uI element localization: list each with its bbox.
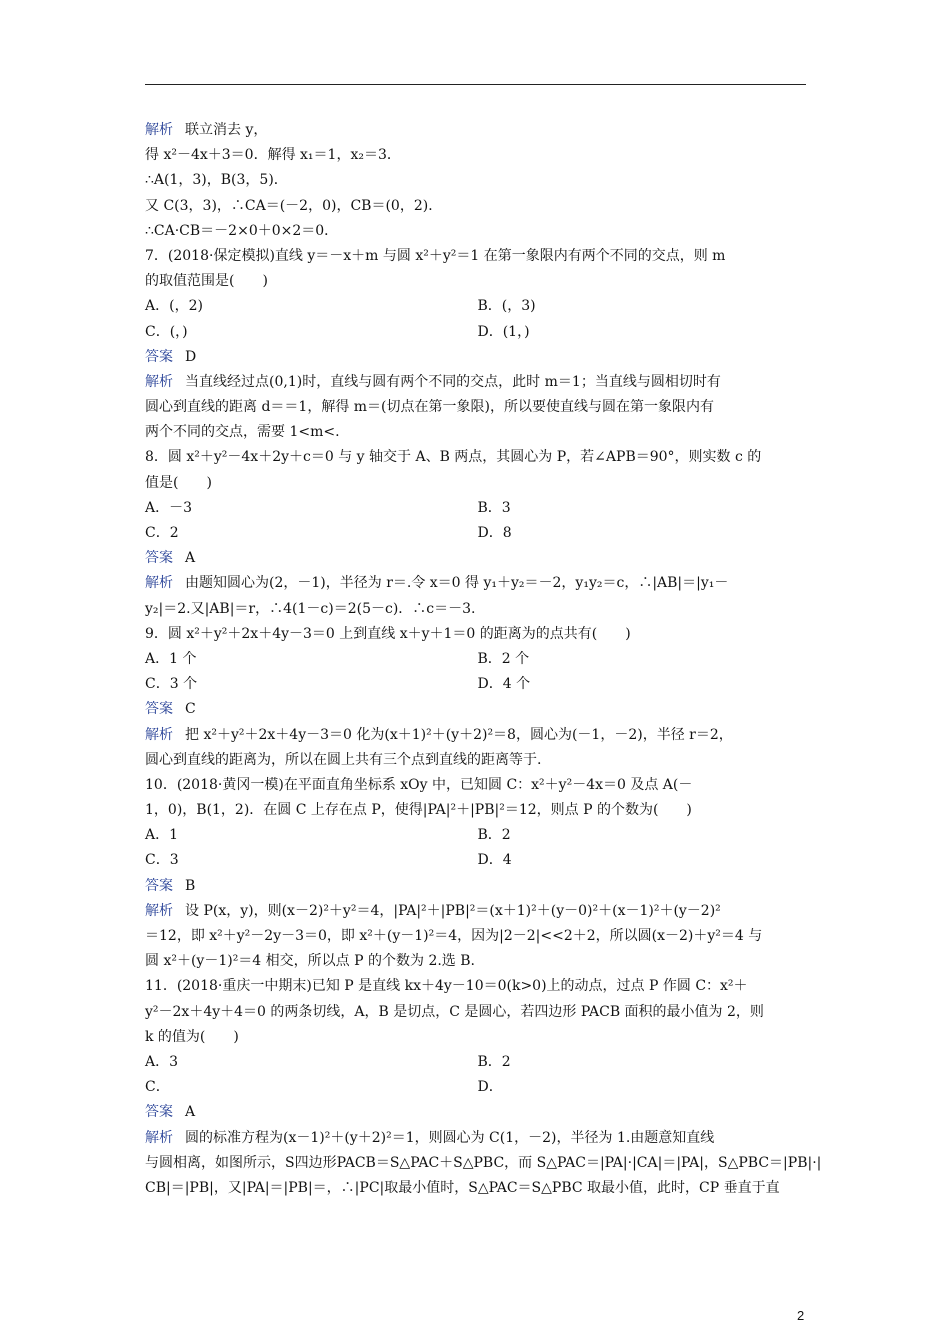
answer-option: D．(1，) [477,323,530,340]
answer-options-row [145,647,810,672]
line-text: 与圆相离，如图所示，S四边形PACB＝S△PAC＋S△PBC，而 S△PAC＝|PA|·|CA|＝|PA|，S△PBC＝|PB|·| [145,1154,822,1171]
text-line [145,597,810,622]
page-number: 2 [797,1308,805,1323]
text-line [145,899,810,924]
line-text: y²－2x＋4y＋4＝0 的两条切线，A，B 是切点，C 是圆心，若四边形 PACB 面积的最小值为 2，则 [145,1003,764,1020]
text-line [145,269,810,294]
section-label: 答案 [145,701,173,718]
line-text: 当直线经过点(0,1)时，直线与圆有两个不同的交点，此时 m＝1；当直线与圆相切时有 [185,373,721,390]
line-text: 由题知圆心为(2，－1)，半径为 r＝.令 x＝0 得 y₁＋y₂＝－2，y₁y₂＝c，∴|AB|＝|y₁－ [185,575,729,592]
line-text: D [185,348,197,365]
text-line [145,924,810,949]
text-line [145,949,810,974]
text-line [145,143,810,168]
text-line [145,571,810,596]
text-line [145,168,810,193]
text-line [145,874,810,899]
line-text: 联立消去 y， [185,122,268,138]
answer-option: B．3 [477,499,511,516]
answer-options-row [145,320,810,345]
answer-option: B．2 个 [477,650,530,667]
answer-option: D．4 个 [477,676,531,693]
answer-option: B．2 [477,1053,511,1070]
section-label: 答案 [145,1104,173,1121]
answer-options-row [145,496,810,521]
text-line [145,723,810,748]
answer-option: C．(，) [145,323,188,340]
line-text: ＝12，即 x²＋y²－2y－3＝0，即 x²＋(y－1)²＝4，因为|2－2|<<2＋2，所以圆(x－2)＋y²＝4 与 [145,928,763,944]
section-label: 解析 [145,726,173,743]
answer-option: D．4 [477,852,512,869]
line-text: 又 C(3，3)，∴CA＝(－2，0)，CB＝(0，2)． [145,197,443,214]
section-label: 答案 [145,348,173,365]
answer-option: A．－3 [145,499,193,516]
text-line [145,622,810,647]
line-text: 9．圆 x²＋y²＋2x＋4y－3＝0 上到直线 x＋y＋1＝0 的距离为的点共有( ) [145,625,631,642]
answer-options-row [145,1075,810,1100]
line-text: k 的值为( ) [145,1028,239,1045]
text-line [145,974,810,999]
text-line [145,471,810,496]
text-line [145,194,810,219]
answer-options-row [145,823,810,848]
answer-option: A．1 [145,827,179,844]
text-line [145,697,810,722]
text-line [145,445,810,470]
section-label: 解析 [145,902,173,919]
line-text: CB|＝|PB|，又|PA|＝|PB|＝，∴|PC|取最小值时，S△PAC＝S△PBC 取最小值，此时，CP 垂直于直 [145,1179,780,1196]
line-text: ∴A(1，3)，B(3，5)． [145,172,288,189]
section-label: 解析 [145,122,173,138]
line-text: B [185,877,196,894]
text-line [145,1126,810,1151]
line-text: 11．(2018·重庆一中期末)已知 P 是直线 kx＋4y－10＝0(k>0)上的动点，过点 P 作圆 C：x²＋ [145,978,748,995]
line-text: 圆心到直线的距离 d＝＝1，解得 m＝(切点在第一象限)，所以要使直线与圆在第一象限内有 [145,399,714,416]
answer-option: C． [145,1079,170,1096]
text-line [145,798,810,823]
answer-option: C．3 [145,852,179,869]
text-line [145,1176,810,1201]
text-line [145,244,810,269]
line-text: ∴CA·CB＝－2×0＋0×2＝0． [145,222,339,239]
answer-option: A．1 个 [145,650,197,667]
line-text: 两个不同的交点，需要 1<m<. [145,424,340,441]
answer-options-row [145,848,810,873]
answer-option: D． [477,1079,503,1096]
line-text: A [185,1104,196,1121]
text-line [145,773,810,798]
text-line [145,395,810,420]
line-text: 圆的标准方程为(x－1)²＋(y＋2)²＝1，则圆心为 C(1，－2)，半径为 1.由题意知直线 [185,1129,715,1146]
answer-option: C．3 个 [145,676,198,693]
text-line [145,1000,810,1025]
answer-option: B．2 [477,827,511,844]
line-text: 圆心到直线的距离为，所以在圆上共有三个点到直线的距离等于. [145,751,542,768]
line-text: 设 P(x，y)，则(x－2)²＋y²＝4，|PA|²＋|PB|²＝(x＋1)²＋(y－0)²＋(x－1)²＋(y－2)² [185,902,721,919]
line-text: 1，0)，B(1，2)．在圆 C 上存在点 P，使得|PA|²＋|PB|²＝12，则点 P 的个数为( ) [145,802,692,819]
section-label: 解析 [145,1129,173,1146]
section-label: 解析 [145,575,173,592]
text-line [145,118,810,143]
line-text: A [185,550,196,567]
document-body [145,118,822,1201]
text-line [145,370,810,395]
answer-option: B．(，3) [477,298,536,315]
answer-option: A．(，2) [145,298,203,315]
answer-options-row [145,672,810,697]
line-text: y₂|＝2.又|AB|＝r，∴4(1－c)＝2(5－c)．∴c＝－3. [145,600,476,617]
header-rule [145,84,806,85]
line-text: 把 x²＋y²＋2x＋4y－3＝0 化为(x＋1)²＋(y＋2)²＝8，圆心为(－1，－2)，半径 r＝2， [185,726,733,743]
line-text: C [185,701,196,718]
text-line [145,1100,810,1125]
text-line [145,345,810,370]
line-text: 的取值范围是( ) [145,273,268,290]
text-line [145,1151,822,1176]
text-line [145,1025,810,1050]
line-text: 7．(2018·保定模拟)直线 y＝－x＋m 与圆 x²＋y²＝1 在第一象限内有两个不同的交点，则 m [145,247,726,264]
line-text: 8．圆 x²＋y²－4x＋2y＋c＝0 与 y 轴交于 A、B 两点，其圆心为 P，若∠APB＝90°，则实数 c 的 [145,449,762,466]
line-text: 10．(2018·黄冈一模)在平面直角坐标系 xOy 中，已知圆 C：x²＋y²－4x＝0 及点 A(－ [145,776,693,793]
answer-options-row [145,294,810,319]
section-label: 解析 [145,373,173,390]
text-line [145,420,810,445]
text-line [145,546,810,571]
text-line [145,748,810,773]
line-text: 得 x²－4x＋3＝0．解得 x₁＝1，x₂＝3． [145,147,401,164]
answer-options-row [145,1050,810,1075]
answer-option: D．8 [477,525,512,541]
answer-option: C．2 [145,525,179,541]
text-line [145,219,810,244]
answer-option: A．3 [145,1053,179,1070]
answer-options-row [145,521,810,546]
section-label: 答案 [145,550,173,567]
line-text: 圆 x²＋(y－1)²＝4 相交，所以点 P 的个数为 2.选 B. [145,953,475,970]
line-text: 值是( ) [145,474,212,491]
section-label: 答案 [145,877,173,894]
